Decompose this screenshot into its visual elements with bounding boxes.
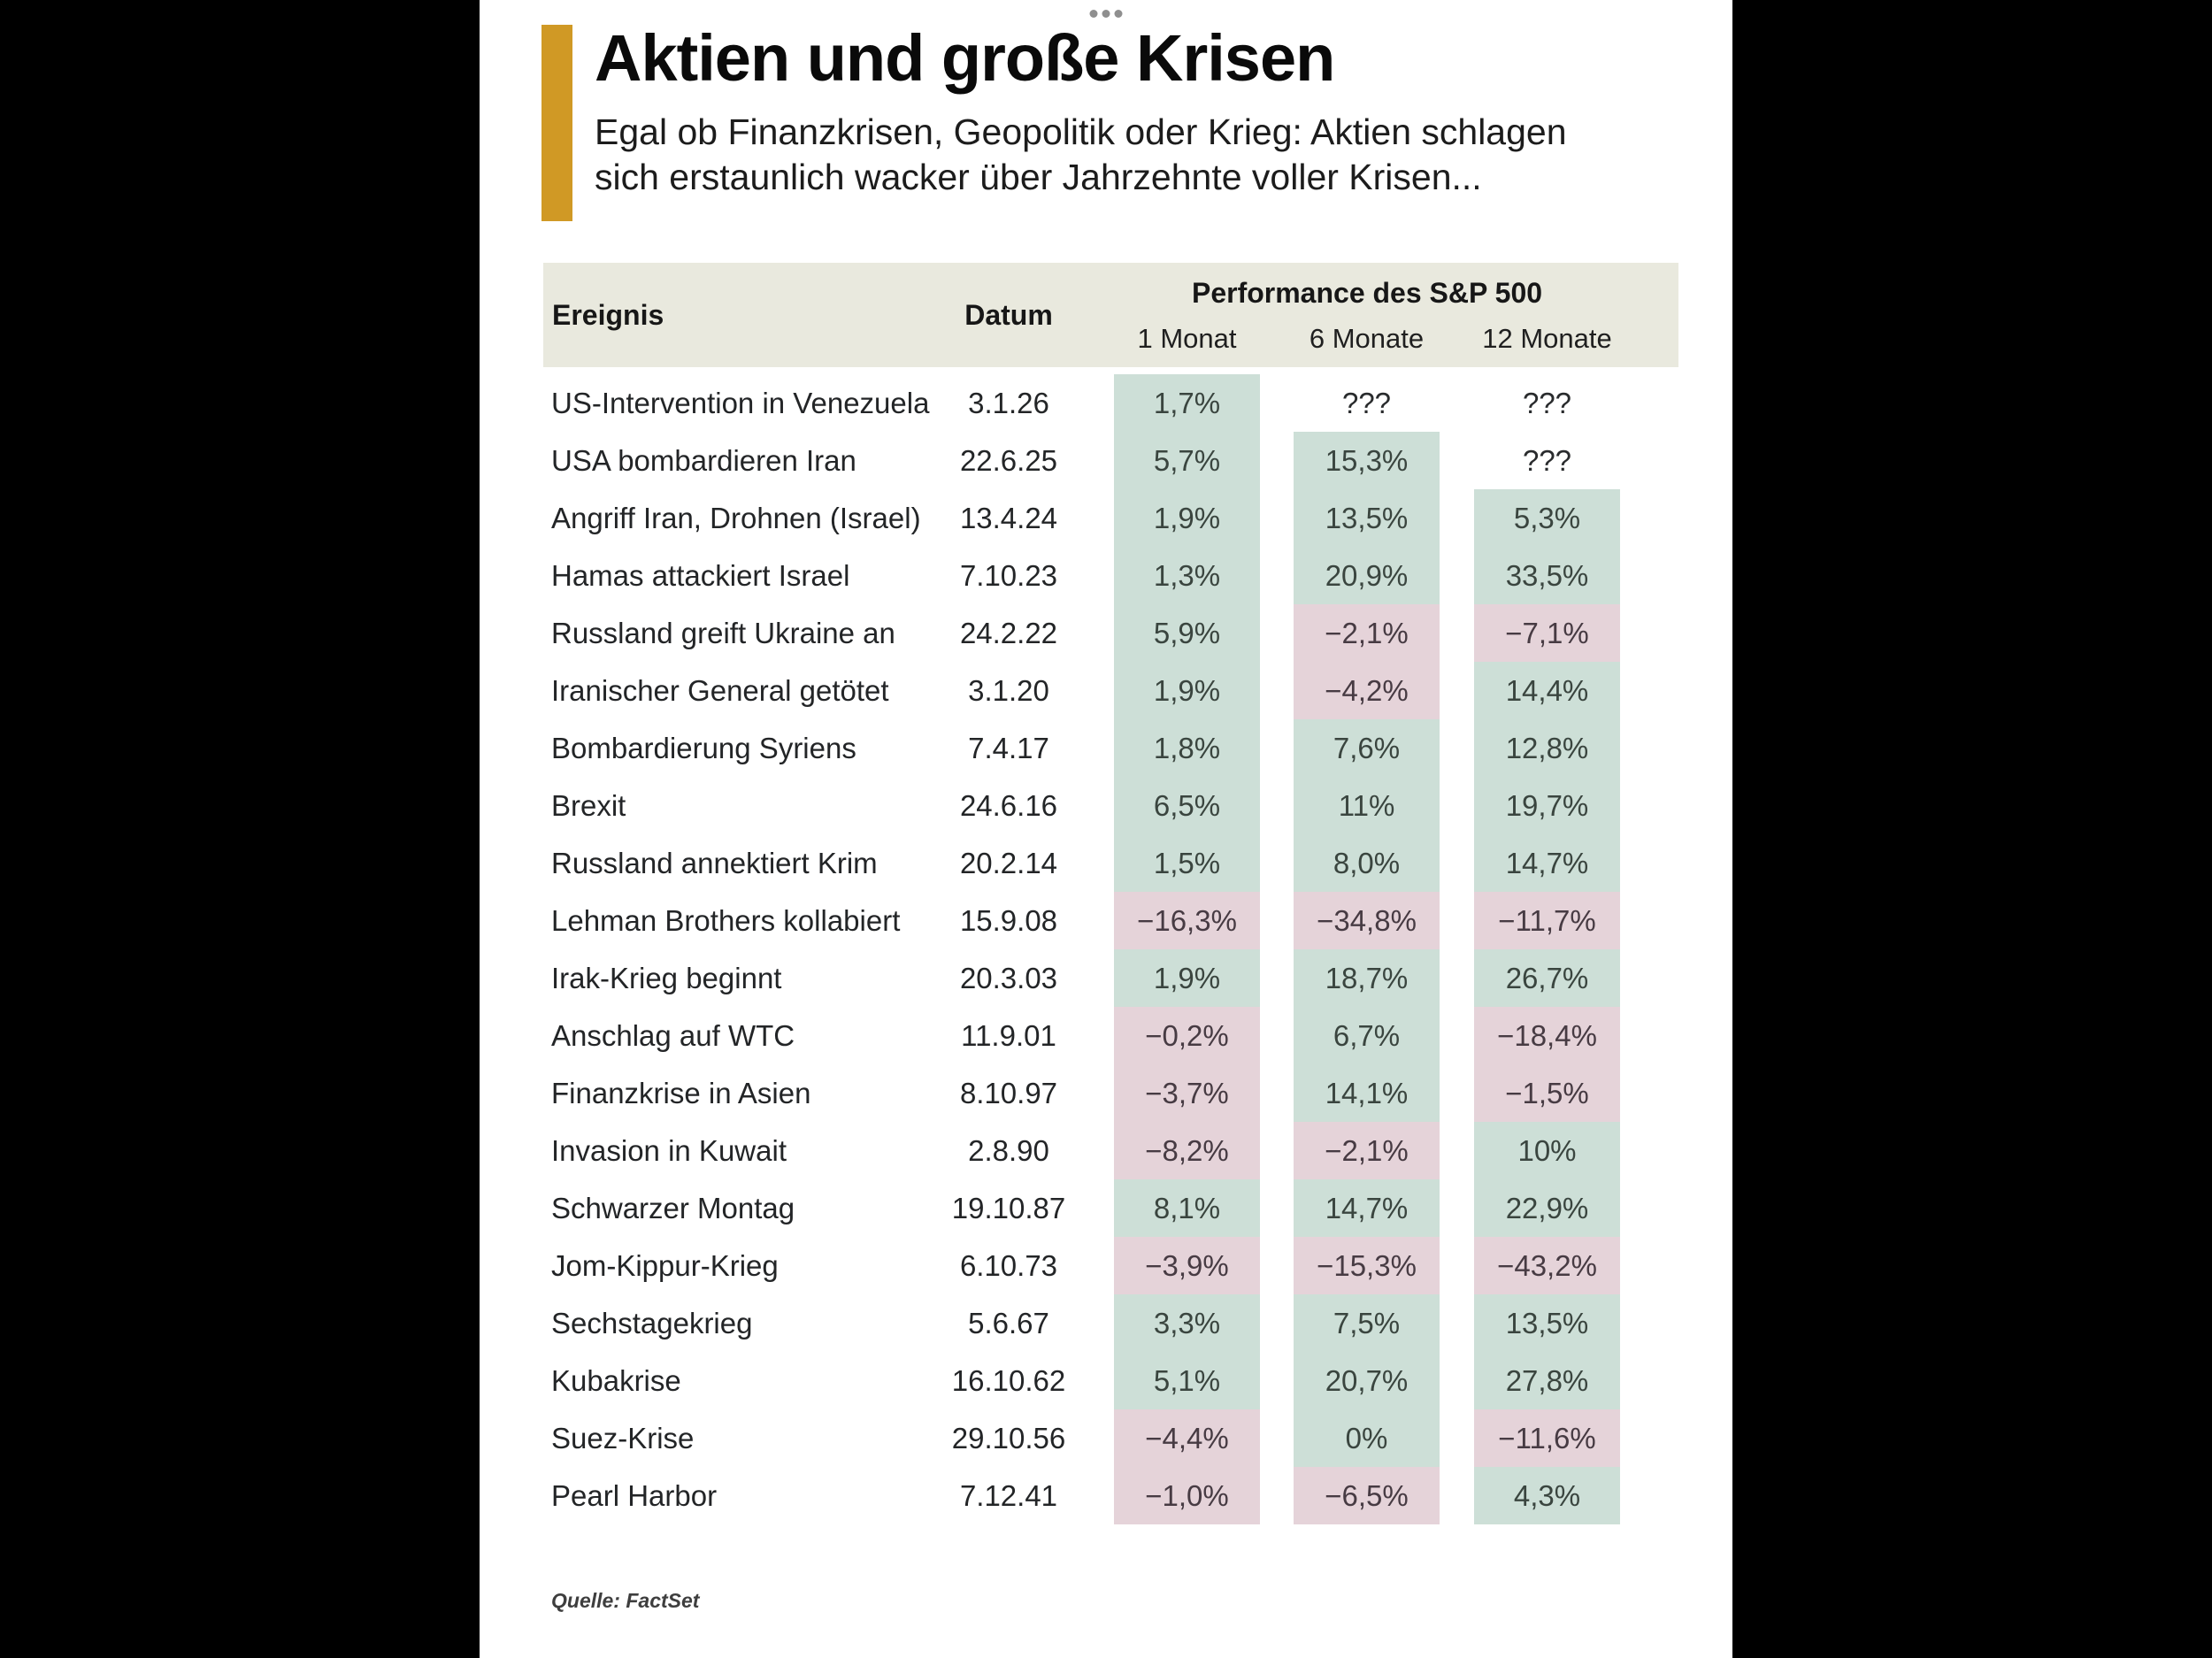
- column-header-date: Datum: [964, 298, 1053, 331]
- value-cell-1-month: 3,3%: [1114, 1294, 1260, 1352]
- event-cell: US-Intervention in Venezuela: [551, 386, 930, 419]
- value-cell-12-months: 26,7%: [1474, 949, 1620, 1007]
- value-cell-6-months: 7,5%: [1294, 1294, 1440, 1352]
- table-row: [543, 547, 1678, 604]
- date-cell: 2.8.90: [968, 1133, 1049, 1167]
- value-cell-1-month: −4,4%: [1114, 1409, 1260, 1467]
- date-cell: 20.3.03: [959, 961, 1058, 994]
- date-cell: 5.6.67: [968, 1306, 1049, 1339]
- value-cell-6-months: 14,7%: [1294, 1179, 1440, 1237]
- date-cell: 3.1.26: [968, 386, 1049, 419]
- event-cell: Brexit: [551, 788, 626, 822]
- subtitle-line-1: Egal ob Finanzkrisen, Geopolitik oder Krieg: Aktien schlagen: [595, 111, 1567, 152]
- event-cell: Suez-Krise: [551, 1421, 695, 1455]
- value-cell-6-months: 6,7%: [1294, 1007, 1440, 1064]
- value-cell-6-months: 11%: [1294, 777, 1440, 834]
- table-row: [543, 1007, 1678, 1064]
- table-row: [543, 892, 1678, 949]
- event-cell: Bombardierung Syriens: [551, 731, 856, 764]
- event-cell: Lehman Brothers kollabiert: [551, 903, 901, 937]
- masthead: [541, 21, 1567, 221]
- value-cell-1-month: −1,0%: [1114, 1467, 1260, 1524]
- value-cell-6-months: −4,2%: [1294, 662, 1440, 719]
- date-cell: 24.6.16: [959, 788, 1058, 822]
- date-cell: 19.10.87: [951, 1191, 1066, 1224]
- value-cell-1-month: −8,2%: [1114, 1122, 1260, 1179]
- value-cell-1-month: 1,7%: [1114, 374, 1260, 432]
- value-cell-12-months: −11,6%: [1474, 1409, 1620, 1467]
- value-cell-12-months: 19,7%: [1474, 777, 1620, 834]
- date-cell: 7.10.23: [959, 558, 1058, 592]
- column-header-6-months: 6 Monate: [1309, 323, 1425, 354]
- event-cell: Pearl Harbor: [551, 1478, 718, 1512]
- table-row: [543, 1294, 1678, 1352]
- column-header-12-months: 12 Monate: [1482, 323, 1612, 354]
- value-cell-1-month: 1,8%: [1114, 719, 1260, 777]
- dot: [1102, 10, 1110, 18]
- masthead-text: [595, 21, 1567, 221]
- date-cell: 7.12.41: [959, 1478, 1058, 1512]
- date-cell: 22.6.25: [959, 443, 1058, 477]
- value-cell-1-month: 5,7%: [1114, 432, 1260, 489]
- value-cell-1-month: −3,7%: [1114, 1064, 1260, 1122]
- dot: [1115, 10, 1123, 18]
- subtitle-line-2: sich erstaunlich wacker über Jahrzehnte voller Krisen...: [595, 157, 1482, 197]
- value-cell-12-months: 27,8%: [1474, 1352, 1620, 1409]
- table-row: [543, 1179, 1678, 1237]
- date-cell: 8.10.97: [959, 1076, 1058, 1109]
- event-cell: Iranischer General getötet: [551, 673, 889, 707]
- value-cell-12-months: −43,2%: [1474, 1237, 1620, 1294]
- value-cell-1-month: 1,5%: [1114, 834, 1260, 892]
- value-cell-12-months: 33,5%: [1474, 547, 1620, 604]
- table-row: [543, 1064, 1678, 1122]
- value-cell-12-months: ???: [1522, 443, 1572, 477]
- table-row: [543, 1352, 1678, 1409]
- event-cell: USA bombardieren Iran: [551, 443, 856, 477]
- value-cell-12-months: −11,7%: [1474, 892, 1620, 949]
- infographic-card: [480, 0, 1732, 1658]
- date-cell: 29.10.56: [951, 1421, 1066, 1455]
- value-cell-6-months: 0%: [1294, 1409, 1440, 1467]
- table-row: [543, 374, 1678, 432]
- value-cell-1-month: 1,3%: [1114, 547, 1260, 604]
- value-cell-12-months: 12,8%: [1474, 719, 1620, 777]
- value-cell-1-month: 5,1%: [1114, 1352, 1260, 1409]
- event-cell: Hamas attackiert Israel: [551, 558, 850, 592]
- value-cell-12-months: 4,3%: [1474, 1467, 1620, 1524]
- column-header-event: Ereignis: [552, 298, 664, 331]
- event-cell: Kubakrise: [551, 1363, 681, 1397]
- crisis-table: [543, 263, 1678, 1524]
- value-cell-6-months: −2,1%: [1294, 1122, 1440, 1179]
- date-cell: 13.4.24: [959, 501, 1058, 534]
- date-cell: 7.4.17: [968, 731, 1049, 764]
- event-cell: Finanzkrise in Asien: [551, 1076, 811, 1109]
- date-cell: 16.10.62: [951, 1363, 1066, 1397]
- table-row: [543, 1467, 1678, 1524]
- table-row: [543, 834, 1678, 892]
- table-row: [543, 1237, 1678, 1294]
- value-cell-12-months: ???: [1522, 386, 1572, 419]
- value-cell-12-months: −1,5%: [1474, 1064, 1620, 1122]
- value-cell-6-months: −15,3%: [1294, 1237, 1440, 1294]
- value-cell-6-months: 20,7%: [1294, 1352, 1440, 1409]
- accent-bar: [541, 25, 572, 221]
- value-cell-6-months: 7,6%: [1294, 719, 1440, 777]
- date-cell: 24.2.22: [959, 616, 1058, 649]
- page-subtitle: [595, 110, 1567, 200]
- table-row: [543, 489, 1678, 547]
- value-cell-12-months: 13,5%: [1474, 1294, 1620, 1352]
- value-cell-1-month: 1,9%: [1114, 949, 1260, 1007]
- source-note: Quelle: FactSet: [551, 1589, 700, 1612]
- event-cell: Russland greift Ukraine an: [551, 616, 895, 649]
- value-cell-12-months: −18,4%: [1474, 1007, 1620, 1064]
- value-cell-1-month: 6,5%: [1114, 777, 1260, 834]
- value-cell-1-month: 1,9%: [1114, 489, 1260, 547]
- table-row: [543, 1122, 1678, 1179]
- value-cell-6-months: 18,7%: [1294, 949, 1440, 1007]
- table-row: [543, 949, 1678, 1007]
- event-cell: Invasion in Kuwait: [551, 1133, 787, 1167]
- table-row: [543, 432, 1678, 489]
- table-row: [543, 662, 1678, 719]
- table-row: [543, 777, 1678, 834]
- date-cell: 11.9.01: [961, 1018, 1056, 1052]
- table-row: [543, 719, 1678, 777]
- value-cell-12-months: 10%: [1474, 1122, 1620, 1179]
- event-cell: Anschlag auf WTC: [551, 1018, 795, 1052]
- value-cell-6-months: 14,1%: [1294, 1064, 1440, 1122]
- table-row: [543, 604, 1678, 662]
- value-cell-1-month: −3,9%: [1114, 1237, 1260, 1294]
- more-options-icon[interactable]: [1090, 10, 1123, 18]
- value-cell-12-months: 5,3%: [1474, 489, 1620, 547]
- value-cell-6-months: ???: [1341, 386, 1392, 419]
- table-body: [543, 374, 1678, 1524]
- value-cell-12-months: 14,7%: [1474, 834, 1620, 892]
- value-cell-6-months: 13,5%: [1294, 489, 1440, 547]
- value-cell-1-month: −0,2%: [1114, 1007, 1260, 1064]
- event-cell: Jom-Kippur-Krieg: [551, 1248, 779, 1282]
- page-title: Aktien und große Krisen: [595, 21, 1335, 95]
- event-cell: Sechstagekrieg: [551, 1306, 753, 1339]
- value-cell-6-months: −2,1%: [1294, 604, 1440, 662]
- value-cell-1-month: 1,9%: [1114, 662, 1260, 719]
- column-group-header-performance: Performance des S&P 500: [1191, 276, 1543, 309]
- event-cell: Irak-Krieg beginnt: [551, 961, 782, 994]
- event-cell: Angriff Iran, Drohnen (Israel): [551, 501, 921, 534]
- event-cell: Schwarzer Montag: [551, 1191, 795, 1224]
- dot: [1090, 10, 1098, 18]
- value-cell-6-months: 20,9%: [1294, 547, 1440, 604]
- value-cell-12-months: −7,1%: [1474, 604, 1620, 662]
- value-cell-12-months: 22,9%: [1474, 1179, 1620, 1237]
- date-cell: 3.1.20: [968, 673, 1049, 707]
- column-header-1-month: 1 Monat: [1137, 323, 1237, 354]
- date-cell: 20.2.14: [959, 846, 1058, 879]
- value-cell-6-months: 15,3%: [1294, 432, 1440, 489]
- value-cell-12-months: 14,4%: [1474, 662, 1620, 719]
- event-cell: Russland annektiert Krim: [551, 846, 878, 879]
- value-cell-6-months: −6,5%: [1294, 1467, 1440, 1524]
- date-cell: 6.10.73: [959, 1248, 1058, 1282]
- table-header: [543, 263, 1678, 367]
- table-row: [543, 1409, 1678, 1467]
- value-cell-1-month: −16,3%: [1114, 892, 1260, 949]
- value-cell-1-month: 8,1%: [1114, 1179, 1260, 1237]
- value-cell-6-months: 8,0%: [1294, 834, 1440, 892]
- value-cell-1-month: 5,9%: [1114, 604, 1260, 662]
- value-cell-6-months: −34,8%: [1294, 892, 1440, 949]
- date-cell: 15.9.08: [959, 903, 1058, 937]
